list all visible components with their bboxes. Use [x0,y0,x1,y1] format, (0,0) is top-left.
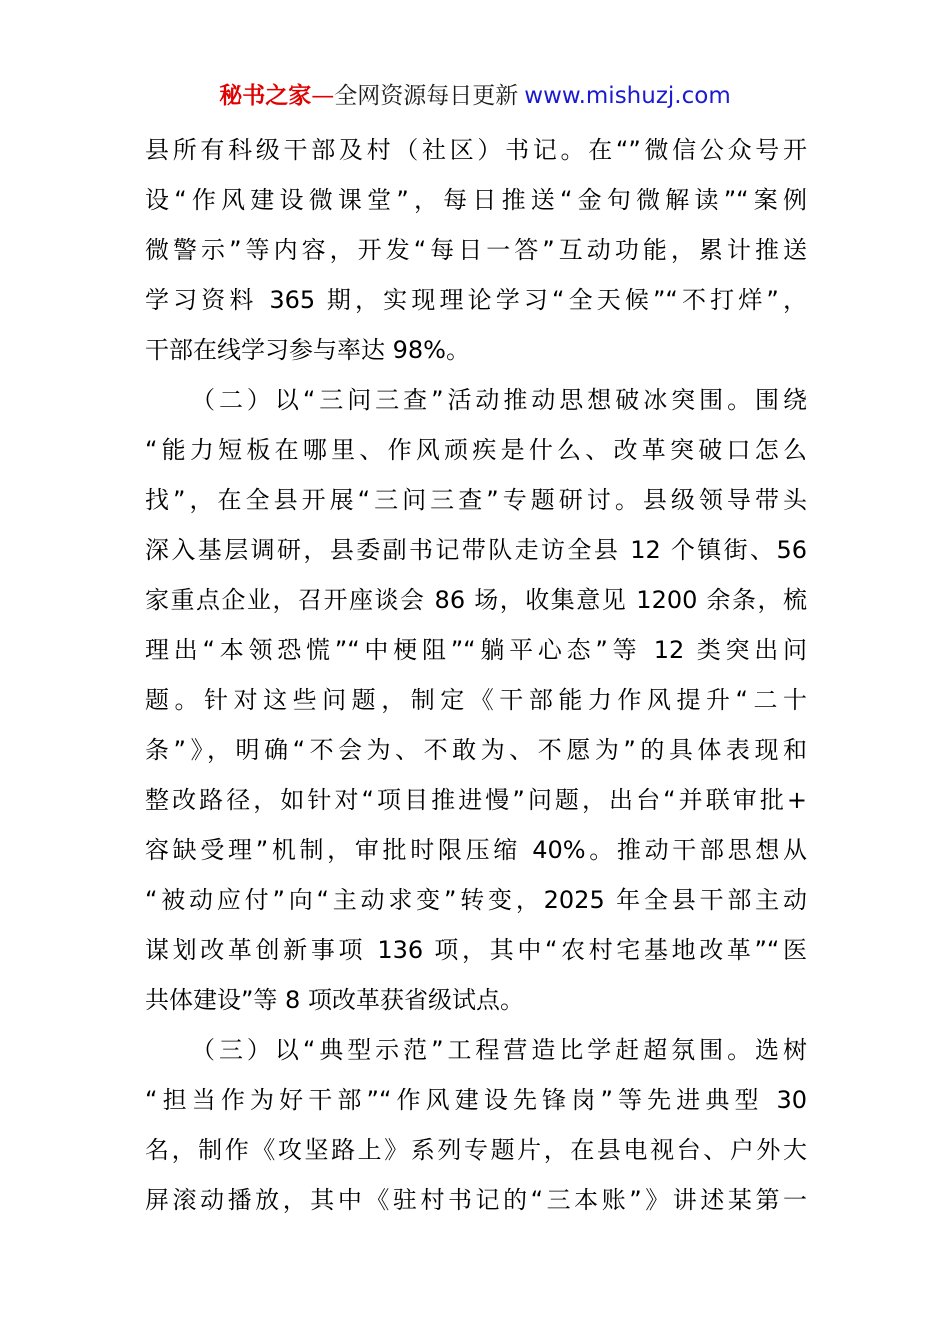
text-line: 谋划改革创新事项 136 项，其中“农村宅基地改革”“医 [145,936,807,964]
text-line: 深入基层调研，县委副书记带队走访全县 12 个镇街、56 [145,536,807,564]
text-line: 找”，在全县开展“三问三查”专题研讨。县级领导带头 [145,486,807,514]
text-line: 屏滚动播放，其中《驻村书记的“三本账”》讲述某第一 [145,1186,807,1214]
header-dash: — [311,83,335,109]
section-heading-line: （三）以“典型示范”工程营造比学赶超氛围。选树 [191,1036,807,1064]
text-line: 学习资料 365 期，实现理论学习“全天候”“不打烊”， [145,286,807,314]
text-line: “能力短板在哪里、作风顽疾是什么、改革突破口怎么 [145,436,807,464]
text-line: 县所有科级干部及村（社区）书记。在“”微信公众号开 [145,136,807,164]
text-line: 整改路径，如针对“项目推进慢”问题，出台“并联审批+ [145,786,807,814]
text-line: 条”》，明确“不会为、不敢为、不愿为”的具体表现和 [145,736,807,764]
text-line: 名，制作《攻坚路上》系列专题片，在县电视台、户外大 [145,1136,807,1164]
header-tagline: 全网资源每日更新 [334,83,519,109]
section-heading-line: （二）以“三问三查”活动推动思想破冰突围。围绕 [191,386,807,414]
text-line: 设“作风建设微课堂”，每日推送“金句微解读”“案例 [145,186,807,214]
text-line: 容缺受理”机制，审批时限压缩 40%。推动干部思想从 [145,836,807,864]
brand-name: 秘书之家 [219,83,312,109]
text-line: 干部在线学习参与率达 98%。 [145,336,470,364]
site-url-link[interactable]: www.mishuzj.com [524,83,731,109]
site-header [0,80,950,112]
text-line: 题。针对这些问题，制定《干部能力作风提升“二十 [145,686,807,714]
text-line: 理出“本领恐慌”“中梗阻”“躺平心态”等 12 类突出问 [145,636,807,664]
text-line: “担当作为好干部”“作风建设先锋岗”等先进典型 30 [145,1086,807,1114]
document-body [145,125,807,1225]
text-line: 家重点企业，召开座谈会 86 场，收集意见 1200 余条，梳 [145,586,807,614]
text-line: 微警示”等内容，开发“每日一答”互动功能，累计推送 [145,236,807,264]
text-line: “被动应付”向“主动求变”转变，2025 年全县干部主动 [145,886,807,914]
text-line: 共体建设”等 8 项改革获省级试点。 [145,986,524,1014]
